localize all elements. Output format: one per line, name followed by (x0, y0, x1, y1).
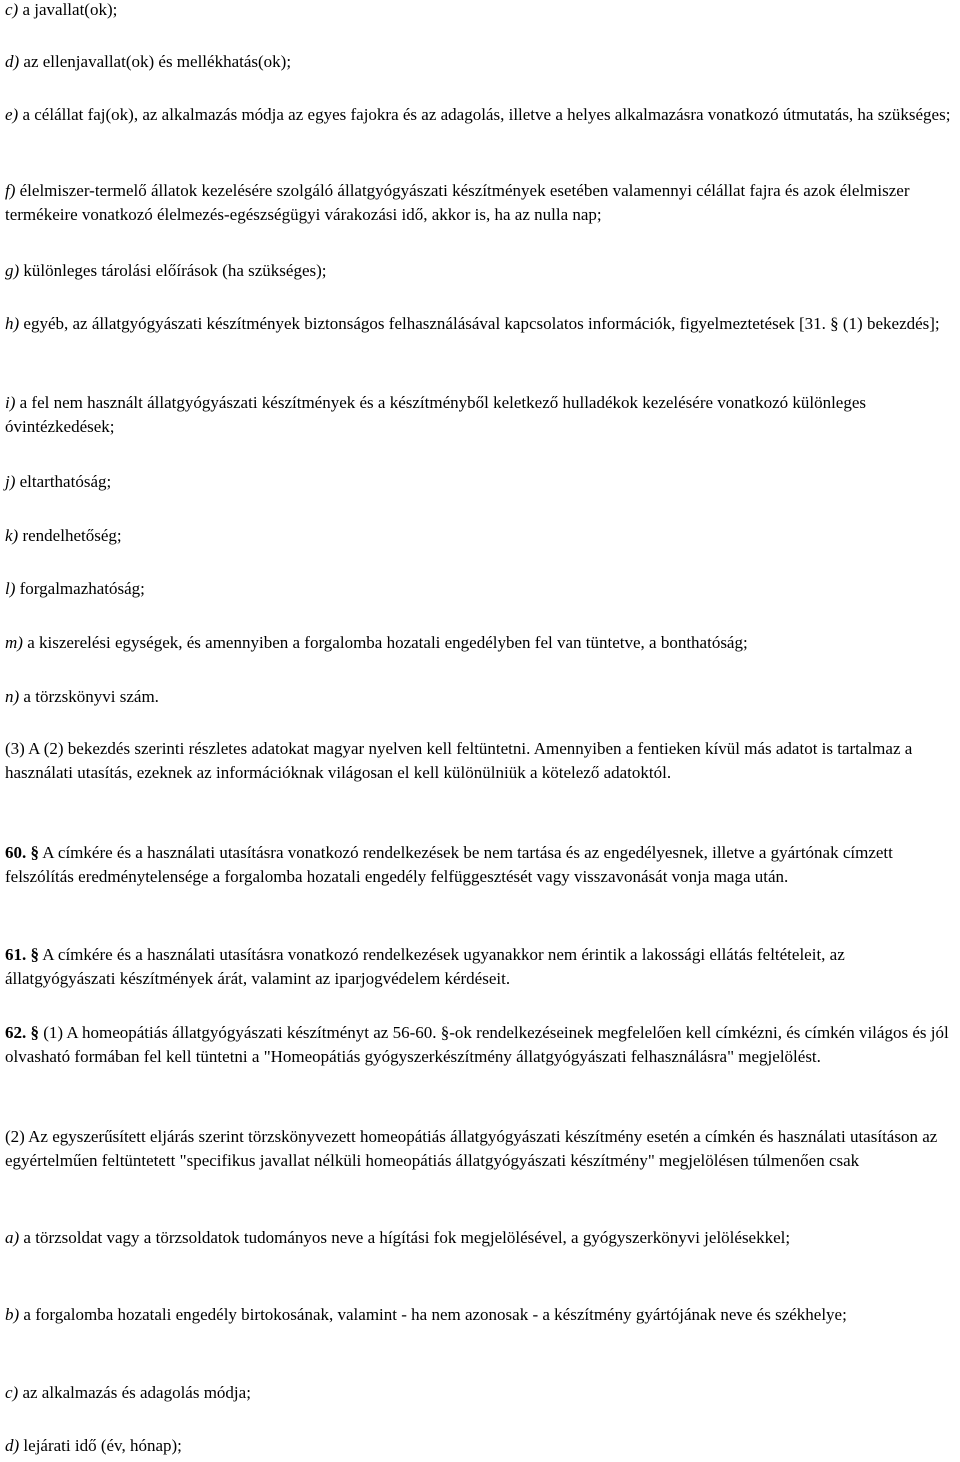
item-text: a fel nem használt állatgyógyászati készítmények és a készítményből keletkező hulladékok kezelésére vonatkozó különleges óvintézkedések; (5, 393, 867, 436)
paragraph-k (5, 524, 957, 548)
item-text: eltarthatóság; (15, 472, 112, 491)
item-label: e) (5, 105, 19, 124)
paragraph-section-3 (5, 737, 957, 784)
item-text: az ellenjavallat(ok) és mellékhatás(ok); (19, 52, 292, 71)
paragraph-n (5, 685, 957, 709)
item-text: a javallat(ok); (18, 0, 118, 19)
item-label: g) (5, 261, 20, 280)
paragraph-60 (5, 841, 957, 888)
section-number: 61. § (5, 945, 39, 964)
paragraph-h (5, 312, 957, 336)
item-label: a) (5, 1228, 20, 1247)
paragraph-f (5, 179, 957, 226)
item-text: a törzskönyvi szám. (19, 687, 159, 706)
paragraph-c (5, 0, 957, 22)
item-label: k) (5, 526, 19, 545)
paragraph-i (5, 391, 957, 438)
item-text: a törzsoldat vagy a törzsoldatok tudományos neve a hígítási fok megjelölésével, a gyógyszerkönyvi jelölésekkel; (19, 1228, 791, 1247)
paragraph-text: (3) A (2) bekezdés szerinti részletes adatokat magyar nyelven kell feltüntetni. Amennyiben a fentieken kívül más adatot is tartalmaz a használati utasítás, ezeknek az információknak világosan el kell különülniük a kötelező adatoktól. (5, 739, 913, 782)
section-number: 62. § (5, 1023, 39, 1042)
paragraph-j (5, 470, 957, 494)
item-text: élelmiszer-termelő állatok kezelésére szolgáló állatgyógyászati készítmények esetében valamennyi célállat fajra és azok élelmiszer termékeire vonatkozó élelmezés-egészségügyi várakozási idő, akkor is, ha az nulla nap; (5, 181, 910, 224)
item-text: az alkalmazás és adagolás módja; (18, 1383, 251, 1402)
paragraph-c2 (5, 1381, 957, 1405)
item-label: h) (5, 314, 20, 333)
item-label: c) (5, 0, 19, 19)
item-label: d) (5, 52, 20, 71)
item-text: forgalmazhatóság; (15, 579, 145, 598)
paragraph-text: (2) Az egyszerűsített eljárás szerint törzskönyvezett homeopátiás állatgyógyászati készítmény esetén a címkén és használati utasításon az egyértelműen feltüntetett "specifikus javallat nélküli homeopátiás állatgyógyászati készítmény" megjelölésen túlmenően csak (5, 1127, 938, 1170)
paragraph-text: A címkére és a használati utasításra vonatkozó rendelkezések ugyanakkor nem érintik a lakossági ellátás feltételeit, az állatgyógyászati készítmények árát, valamint az iparjogvédelem kérdéseit. (5, 945, 845, 988)
paragraph-e (5, 103, 957, 127)
section-number: 60. § (5, 843, 39, 862)
item-text: a kiszerelési egységek, és amennyiben a forgalomba hozatali engedélyben fel van tüntetve, a bonthatóság; (22, 633, 748, 652)
item-label: m) (5, 633, 23, 652)
item-label: n) (5, 687, 20, 706)
item-label: b) (5, 1305, 20, 1324)
paragraph-l (5, 577, 957, 601)
paragraph-text: (1) A homeopátiás állatgyógyászati készítményt az 56-60. §-ok rendelkezéseinek megfelelően kell címkézni, és címkén világos és jól olvasható formában fel kell tüntetni a "Homeopátiás gyógyszerkészítmény állatgyógyászati felhasználásra" megjelölést. (5, 1023, 949, 1066)
paragraph-m (5, 631, 957, 655)
paragraph-text: A címkére és a használati utasításra vonatkozó rendelkezések be nem tartása és az engedélyesnek, illetve a gyártónak címzett felszólítás eredménytelensége a forgalomba hozatali engedély felfüggesztését vagy visszavonását vonja maga után. (5, 843, 893, 886)
paragraph-a (5, 1226, 957, 1250)
paragraph-g (5, 259, 957, 283)
paragraph-62-2 (5, 1125, 957, 1172)
paragraph-61 (5, 943, 957, 990)
paragraph-d2 (5, 1434, 957, 1458)
item-label: l) (5, 579, 16, 598)
item-label: j) (5, 472, 16, 491)
item-label: i) (5, 393, 16, 412)
paragraph-d (5, 50, 957, 74)
item-label: d) (5, 1436, 20, 1455)
paragraph-62 (5, 1021, 957, 1068)
item-text: a forgalomba hozatali engedély birtokosának, valamint - ha nem azonosak - a készítmény gyártójának neve és székhelye; (19, 1305, 847, 1324)
item-text: rendelhetőség; (18, 526, 122, 545)
item-label: c) (5, 1383, 19, 1402)
item-label: f) (5, 181, 16, 200)
item-text: egyéb, az állatgyógyászati készítmények biztonságos felhasználásával kapcsolatos információk, figyelmeztetések [31. § (1) bekezdés]; (19, 314, 940, 333)
item-text: lejárati idő (év, hónap); (19, 1436, 182, 1455)
item-text: különleges tárolási előírások (ha szükséges); (19, 261, 327, 280)
item-text: a célállat faj(ok), az alkalmazás módja az egyes fajokra és az adagolás, illetve a helyes alkalmazásra vonatkozó útmutatás, ha szükséges; (18, 105, 951, 124)
paragraph-b (5, 1303, 957, 1327)
